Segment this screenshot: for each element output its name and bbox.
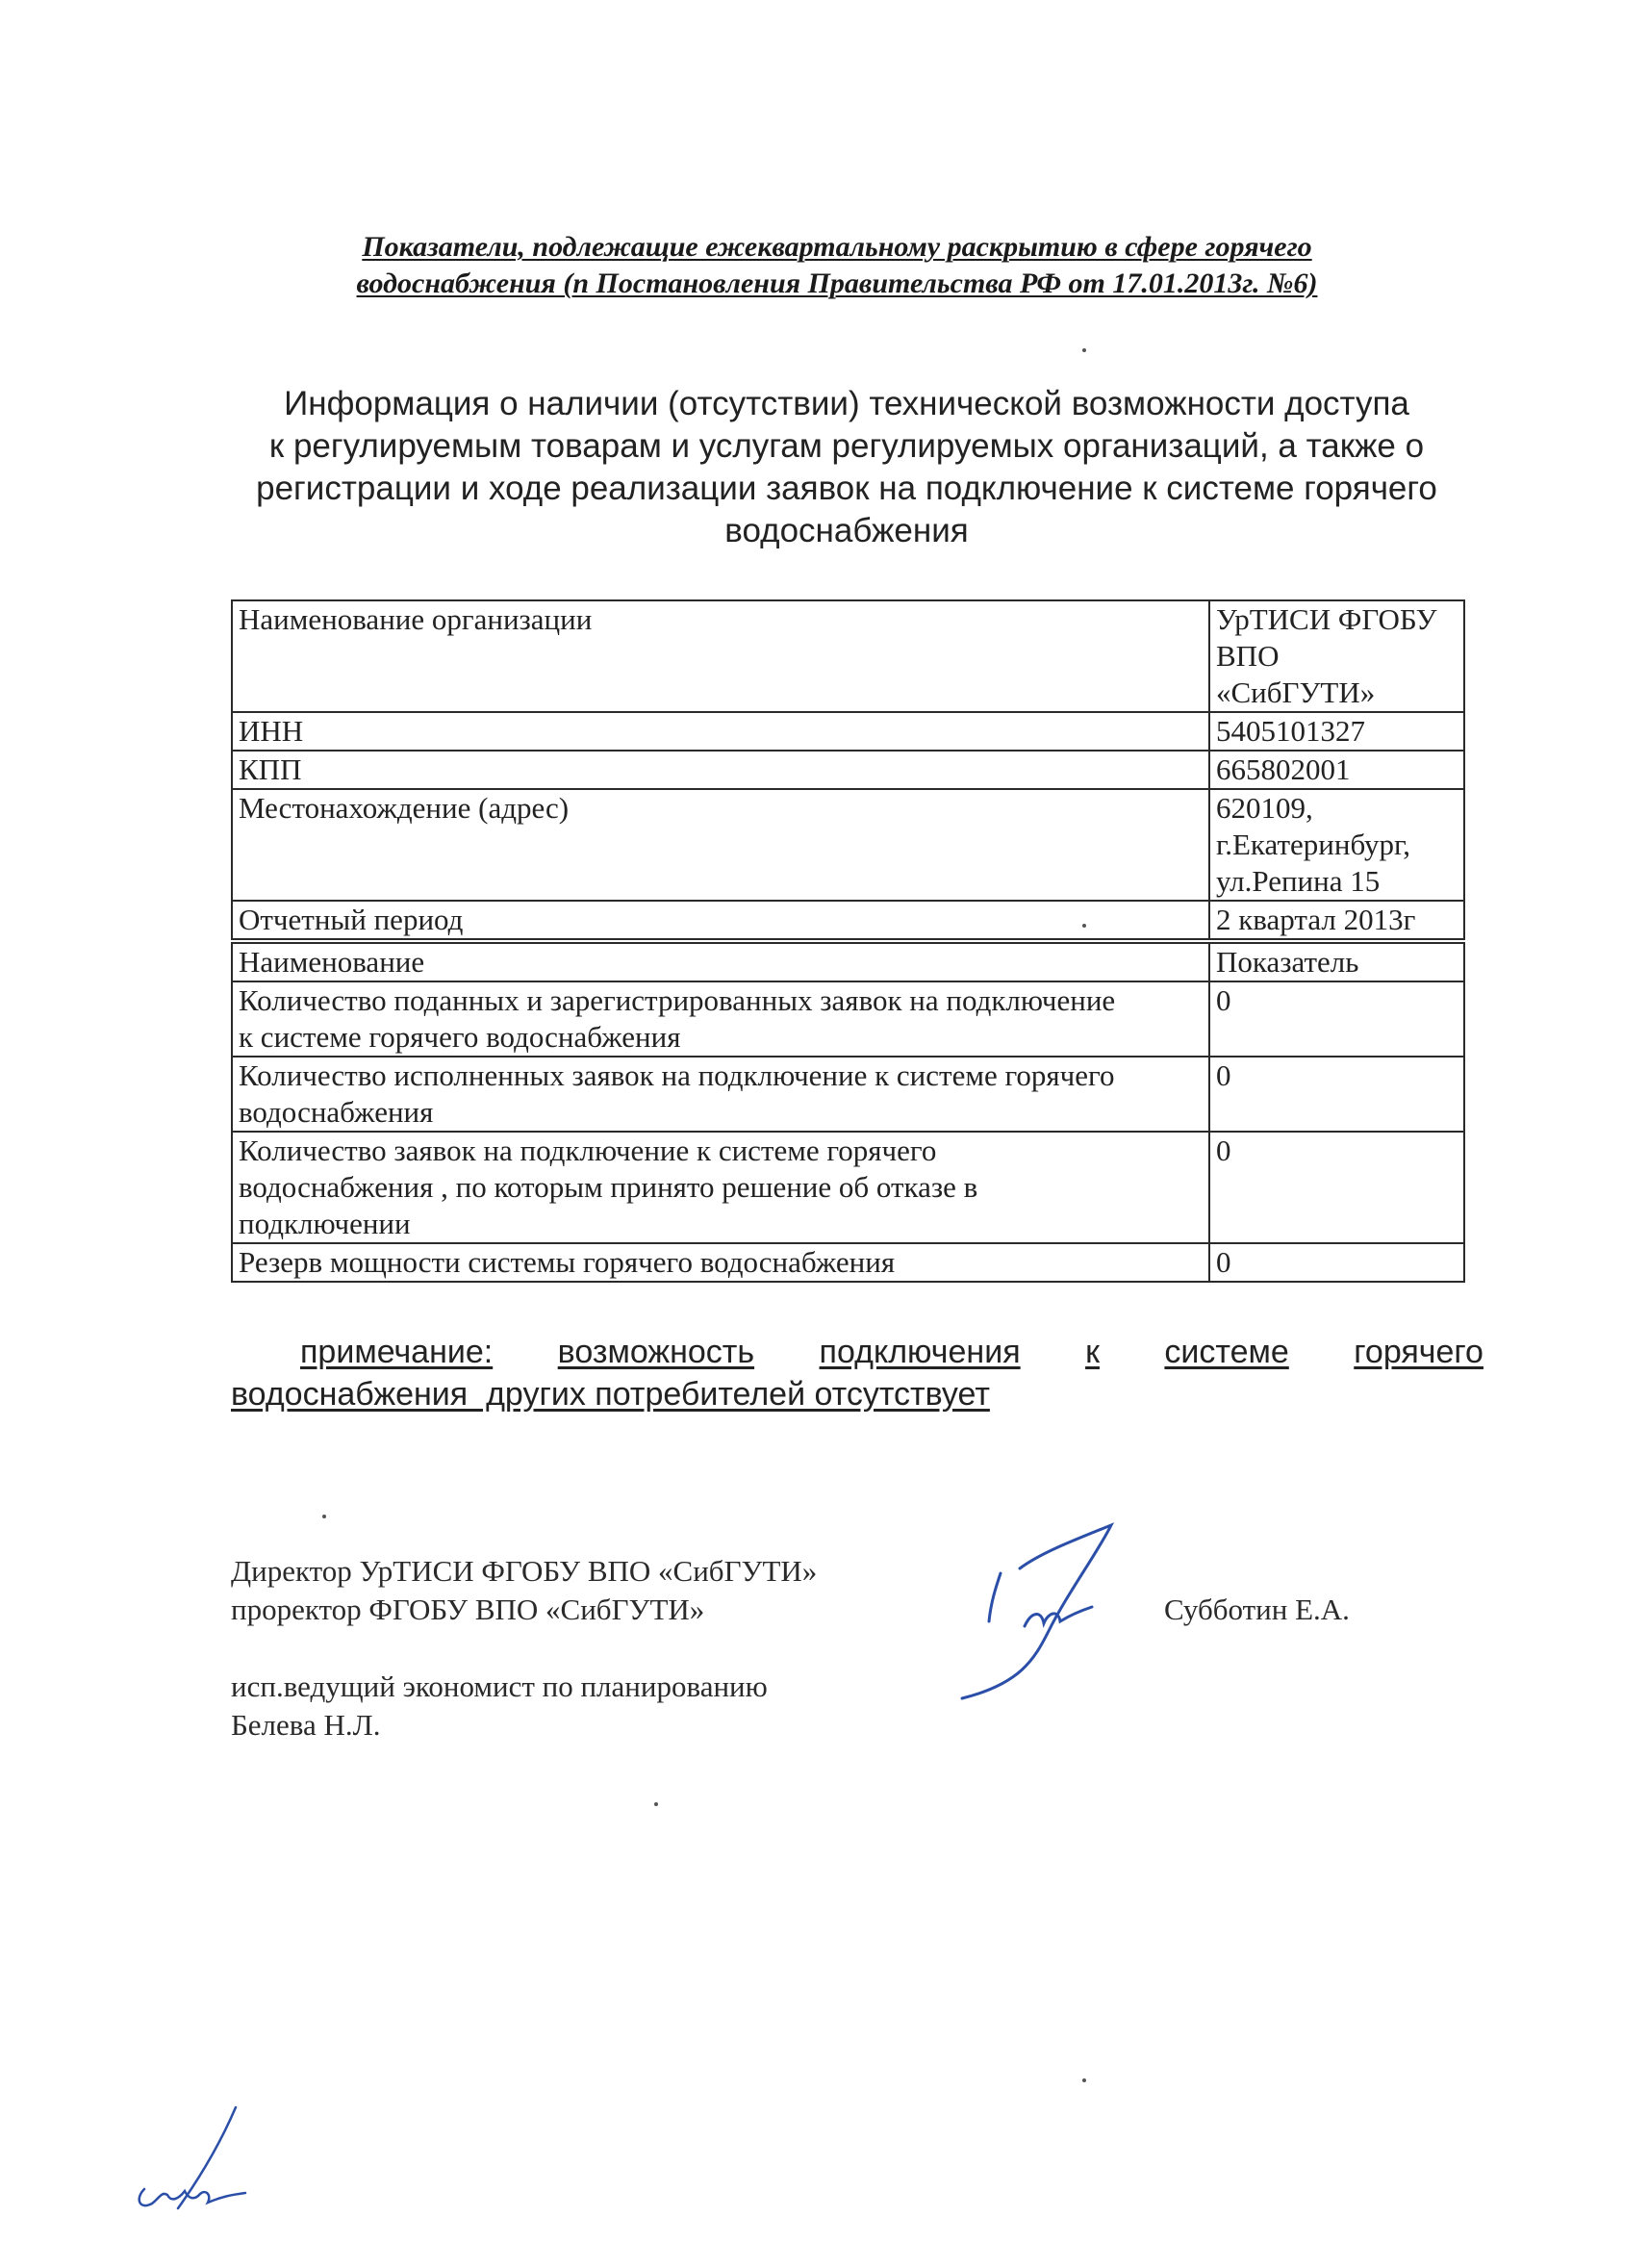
scan-speck [1082,2078,1086,2082]
org-label-cell: Отчетный период [232,901,1209,939]
org-value-cell: 2 квартал 2013г [1209,901,1464,939]
org-label-cell: Местонахождение (адрес) [232,789,1209,901]
note-line-2-text: водоснабжения других потребителей отсутствует [231,1376,990,1413]
org-value-cell: 665802001 [1209,751,1464,789]
heading-line-1: Показатели, подлежащие ежеквартальному раскрытию в сфере горячего [362,231,1312,263]
indicator-value-cell: 0 [1209,981,1464,1057]
prepared-by-position: исп.ведущий экономист по планированию [231,1669,768,1703]
table-row [232,1243,1464,1282]
subtitle-line-1: Информация о наличии (отсутствии) технической возможности доступа [284,385,1409,422]
indicator-name-line: к системе горячего водоснабжения [239,1020,681,1054]
note-word: горячего [1354,1334,1483,1370]
indicator-value-cell: 0 [1209,1132,1464,1243]
org-value-line: «СибГУТИ» [1216,675,1376,709]
scan-speck [1082,348,1086,352]
header-value-cell: Показатель [1209,943,1464,981]
heading-line-2: водоснабжения (п Постановления Правительства РФ от 17.01.2013г. №6) [356,268,1318,299]
subtitle-line-2: к регулируемым товарам и услугам регулируемых организаций, а также о [268,427,1425,465]
table-header-row [232,943,1464,981]
organization-table [231,599,1465,940]
indicator-name-cell: Резерв мощности системы горячего водоснабжения [232,1243,1209,1282]
indicator-name-cell [232,981,1209,1057]
table-row [232,1132,1464,1243]
table-row [232,751,1464,789]
org-value-line: г.Екатеринбург, [1216,828,1410,861]
org-value-cell [1209,600,1464,712]
signatory-name: Субботин Е.А. [1164,1593,1350,1626]
indicator-name-line: Количество поданных и зарегистрированных заявок на подключение [239,983,1116,1017]
subtitle-line-3: регистрации и ходе реализации заявок на подключение к системе горячего [256,470,1437,507]
initials-signature [125,2102,298,2218]
note-word: примечание: [300,1334,494,1370]
org-label-cell: КПП [232,751,1209,789]
note-word: системе [1164,1334,1289,1370]
indicator-name-line: подключении [239,1207,411,1240]
org-value-line: 620109, [1216,791,1313,825]
indicator-name-cell [232,1057,1209,1132]
org-label-cell: Наименование организации [232,600,1209,712]
document-subtitle [221,383,1472,552]
indicator-name-line: водоснабжения , по которым принято решение об отказе в [239,1170,978,1204]
scan-speck [654,1802,658,1806]
table-row [232,789,1464,901]
table-row [232,981,1464,1057]
table-row [232,712,1464,751]
table-row [232,600,1464,712]
indicators-table [231,942,1465,1283]
header-name-cell: Наименование [232,943,1209,981]
indicator-value-cell: 0 [1209,1057,1464,1132]
table-row [232,901,1464,939]
prepared-by [231,1668,768,1745]
indicator-name-line: Количество заявок на подключение к системе горячего [239,1134,937,1167]
indicator-name-line: Количество исполненных заявок на подключение к системе горячего [239,1058,1115,1092]
note-line-2 [231,1373,1483,1415]
note-word: возможность [557,1334,755,1370]
org-value-cell: 5405101327 [1209,712,1464,751]
subtitle-line-4: водоснабжения [724,512,969,549]
org-value-line: УрТИСИ ФГОБУ ВПО [1216,602,1437,673]
prepared-by-name: Белева Н.Л. [231,1708,381,1742]
org-value-line: ул.Репина 15 [1216,864,1381,898]
note-word: подключения [819,1334,1021,1370]
signatory-title-2: проректор ФГОБУ ВПО «СибГУТИ» [231,1593,705,1626]
org-value-cell [1209,789,1464,901]
note-word: к [1085,1334,1100,1370]
indicator-name-line: водоснабжения [239,1095,434,1129]
note-paragraph [231,1331,1483,1415]
signatory-titles [231,1552,817,1629]
signatory-title-1: Директор УрТИСИ ФГОБУ ВПО «СибГУТИ» [231,1554,818,1588]
document-heading [289,229,1385,302]
note-line-1 [231,1331,1483,1373]
table-row [232,1057,1464,1132]
indicator-value-cell: 0 [1209,1243,1464,1282]
scan-speck [1082,924,1086,928]
indicator-name-cell [232,1132,1209,1243]
handwritten-signature [952,1516,1145,1708]
scan-speck [322,1515,326,1518]
org-label-cell: ИНН [232,712,1209,751]
